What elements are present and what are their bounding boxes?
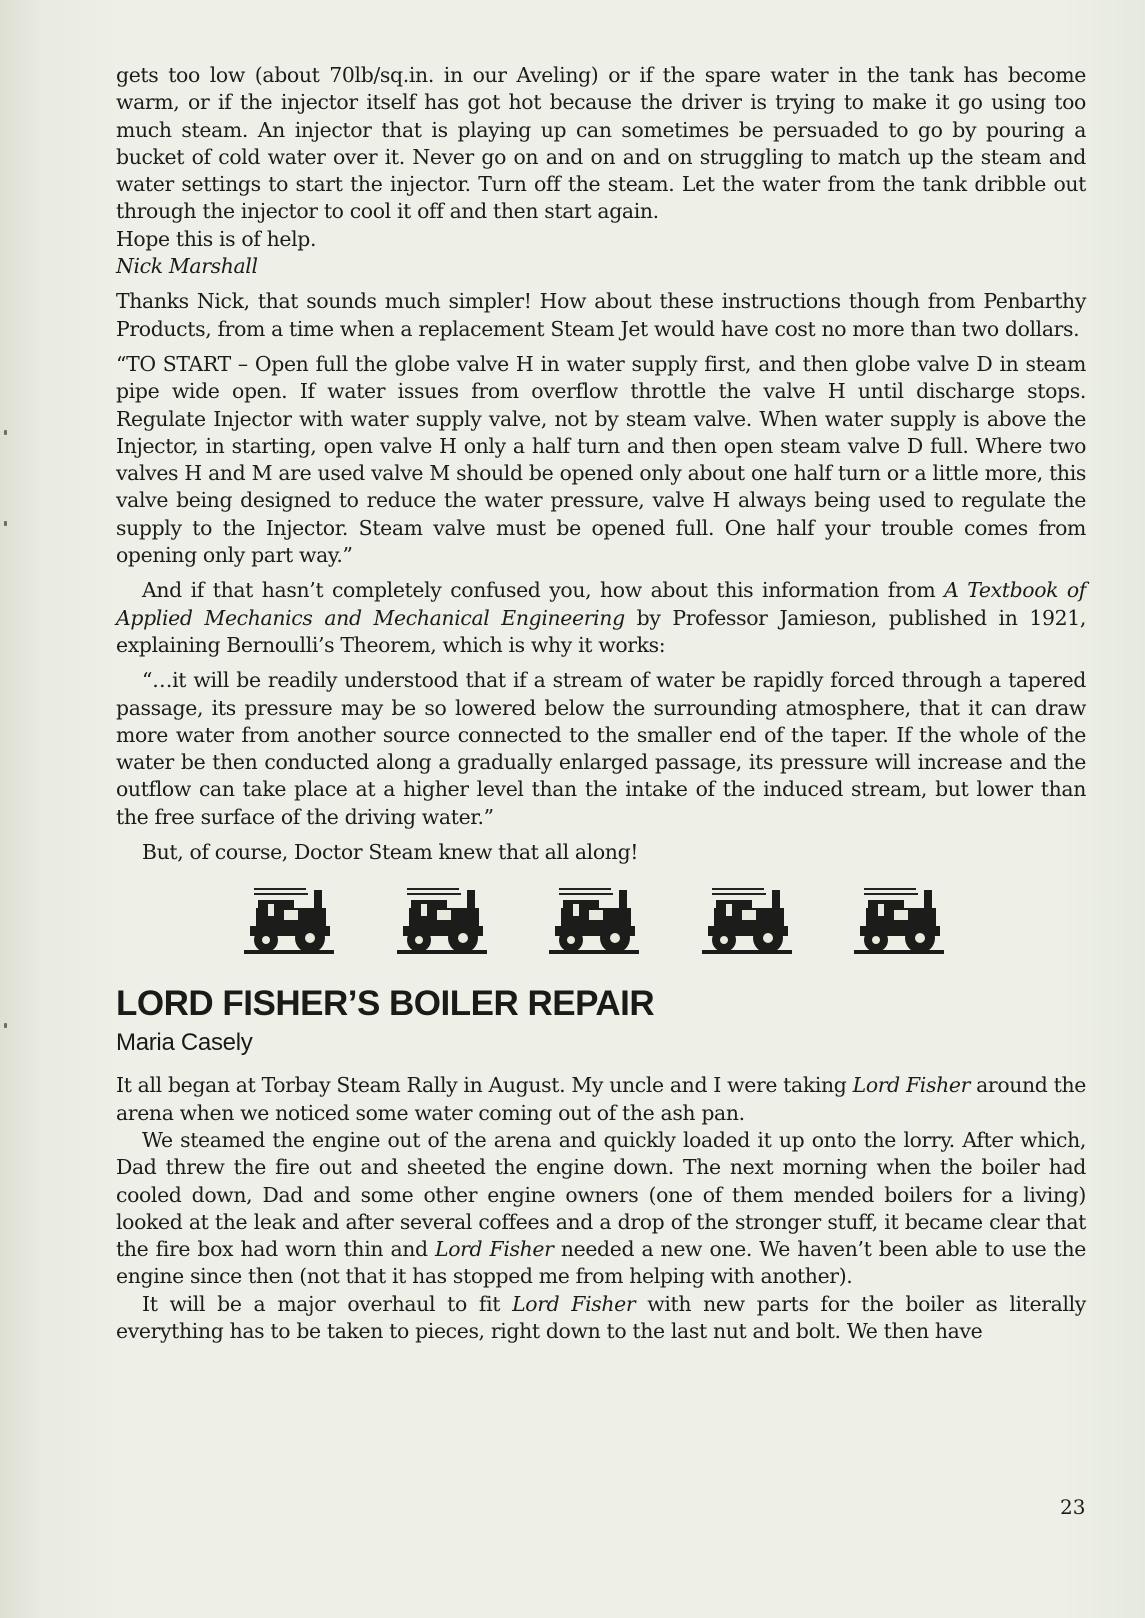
engine-name: Lord Fisher [435,1237,554,1262]
engine-name: Lord Fisher [852,1073,970,1098]
margin-mark [4,1023,7,1028]
paragraph-textbook-intro [116,577,1086,659]
paragraph-thanks: Thanks Nick, that sounds much simpler! How about these instructions though from Penbarthy Products, from a time when a replacement Steam Jet would have cost no more than two dollars. [116,289,1086,341]
p3-text-b: with new parts for the boiler as literally everything has to be taken to pieces, right down to the last nut and bolt. We then have [116,1291,1086,1343]
paragraph-penbarthy-quote: “TO START – Open full the globe valve H in water supply first, and then globe valve D in steam pipe wide open. If water issues from overflow throttle the valve H until discharge stops. Regulate Injector with water supply valve, not by steam valve. When water supply is above the Injector, in starting, open valve H only a half turn and then open steam valve D full. Where two valves H and M are used valve M should be opened only about one half turn or a little more, this valve being designed to reduce the water pressure, valve H always being used to regulate the supply to the Injector. Steam valve must be opened full. One half your trouble comes from opening only part way.” [116,351,1086,568]
paragraph-injector-tips: gets too low (about 70lb/sq.in. in our Aveling) or if the spare water in the tank has become warm, or if the injector itself has got hot because the driver is trying to make it go using too much steam. An injector that is playing up can sometimes be persuaded to go by pouring a bucket of cold water over it. Never go on and on and on struggling to match up the steam and water settings to start the injector. Turn off the steam. Let the water from the tank dribble out through the injector to cool it off and then start again. [116,63,1086,224]
article-paragraph-1 [116,1072,1086,1127]
traction-engine-row [244,886,944,954]
outro-text: by Professor Jamieson, published in 1921, explaining Bernoulli’s Theorem, which is why it works: [116,605,1086,657]
article-paragraph-2 [116,1127,1086,1291]
p2-text-b: needed a new one. We haven’t been able to use the engine since then (not that it has stopped me from helping with another). [116,1237,1086,1289]
margin-mark [4,521,7,526]
closing-line: But, of course, Doctor Steam knew that all along! [142,840,639,865]
help-line: Hope this is of help. [116,226,317,251]
engine-name: Lord Fisher [512,1291,636,1316]
traction-engine-icon [702,886,792,954]
traction-engine-icon [244,886,334,954]
traction-engine-icon [549,886,639,954]
article-paragraph-3 [116,1291,1086,1346]
article-author: Maria Casely [116,1029,253,1057]
paragraph-bernoulli-quote: “…it will be readily understood that if a stream of water be rapidly forced through a tapered passage, its pressure may be so lowered below the surrounding atmosphere, that it can draw more water from another source connected to the smaller end of the taper. If the whole of the water be then conducted along a gradually enlarged passage, its pressure will increase and the outflow can take place at a higher level than the intake of the induced stream, but lower than the free surface of the driving water.” [116,668,1086,829]
p3-text-a: It will be a major overhaul to fit [142,1291,513,1316]
p1-text-b: around the arena when we noticed some water coming out of the ash pan. [116,1073,1086,1125]
book-title: A Textbook of Applied Mechanics and Mechanical Engineering [116,578,1087,630]
article-title: LORD FISHER’S BOILER REPAIR [116,984,655,1024]
page-number: 23 [1060,1495,1086,1519]
signature: Nick Marshall [116,254,258,279]
text-column [116,62,1086,1345]
p2-text-a: We steamed the engine out of the arena and quickly loaded it up onto the lorry. After which, Dad threw the fire out and sheeted the engine down. The next morning when the boiler had cooled down, Dad and some other engine owners (one of them mended boilers for a living) looked at the leak and after several coffees and a drop of the stronger stuff, it became clear that the fire box had worn thin and [116,1127,1086,1262]
margin-mark [4,430,7,435]
p1-text-a: It all began at Torbay Steam Rally in August. My uncle and I were taking [116,1073,853,1098]
intro-text: And if that hasn’t completely confused you, how about this information from [142,578,945,603]
traction-engine-icon [854,886,944,954]
traction-engine-icon [397,886,487,954]
